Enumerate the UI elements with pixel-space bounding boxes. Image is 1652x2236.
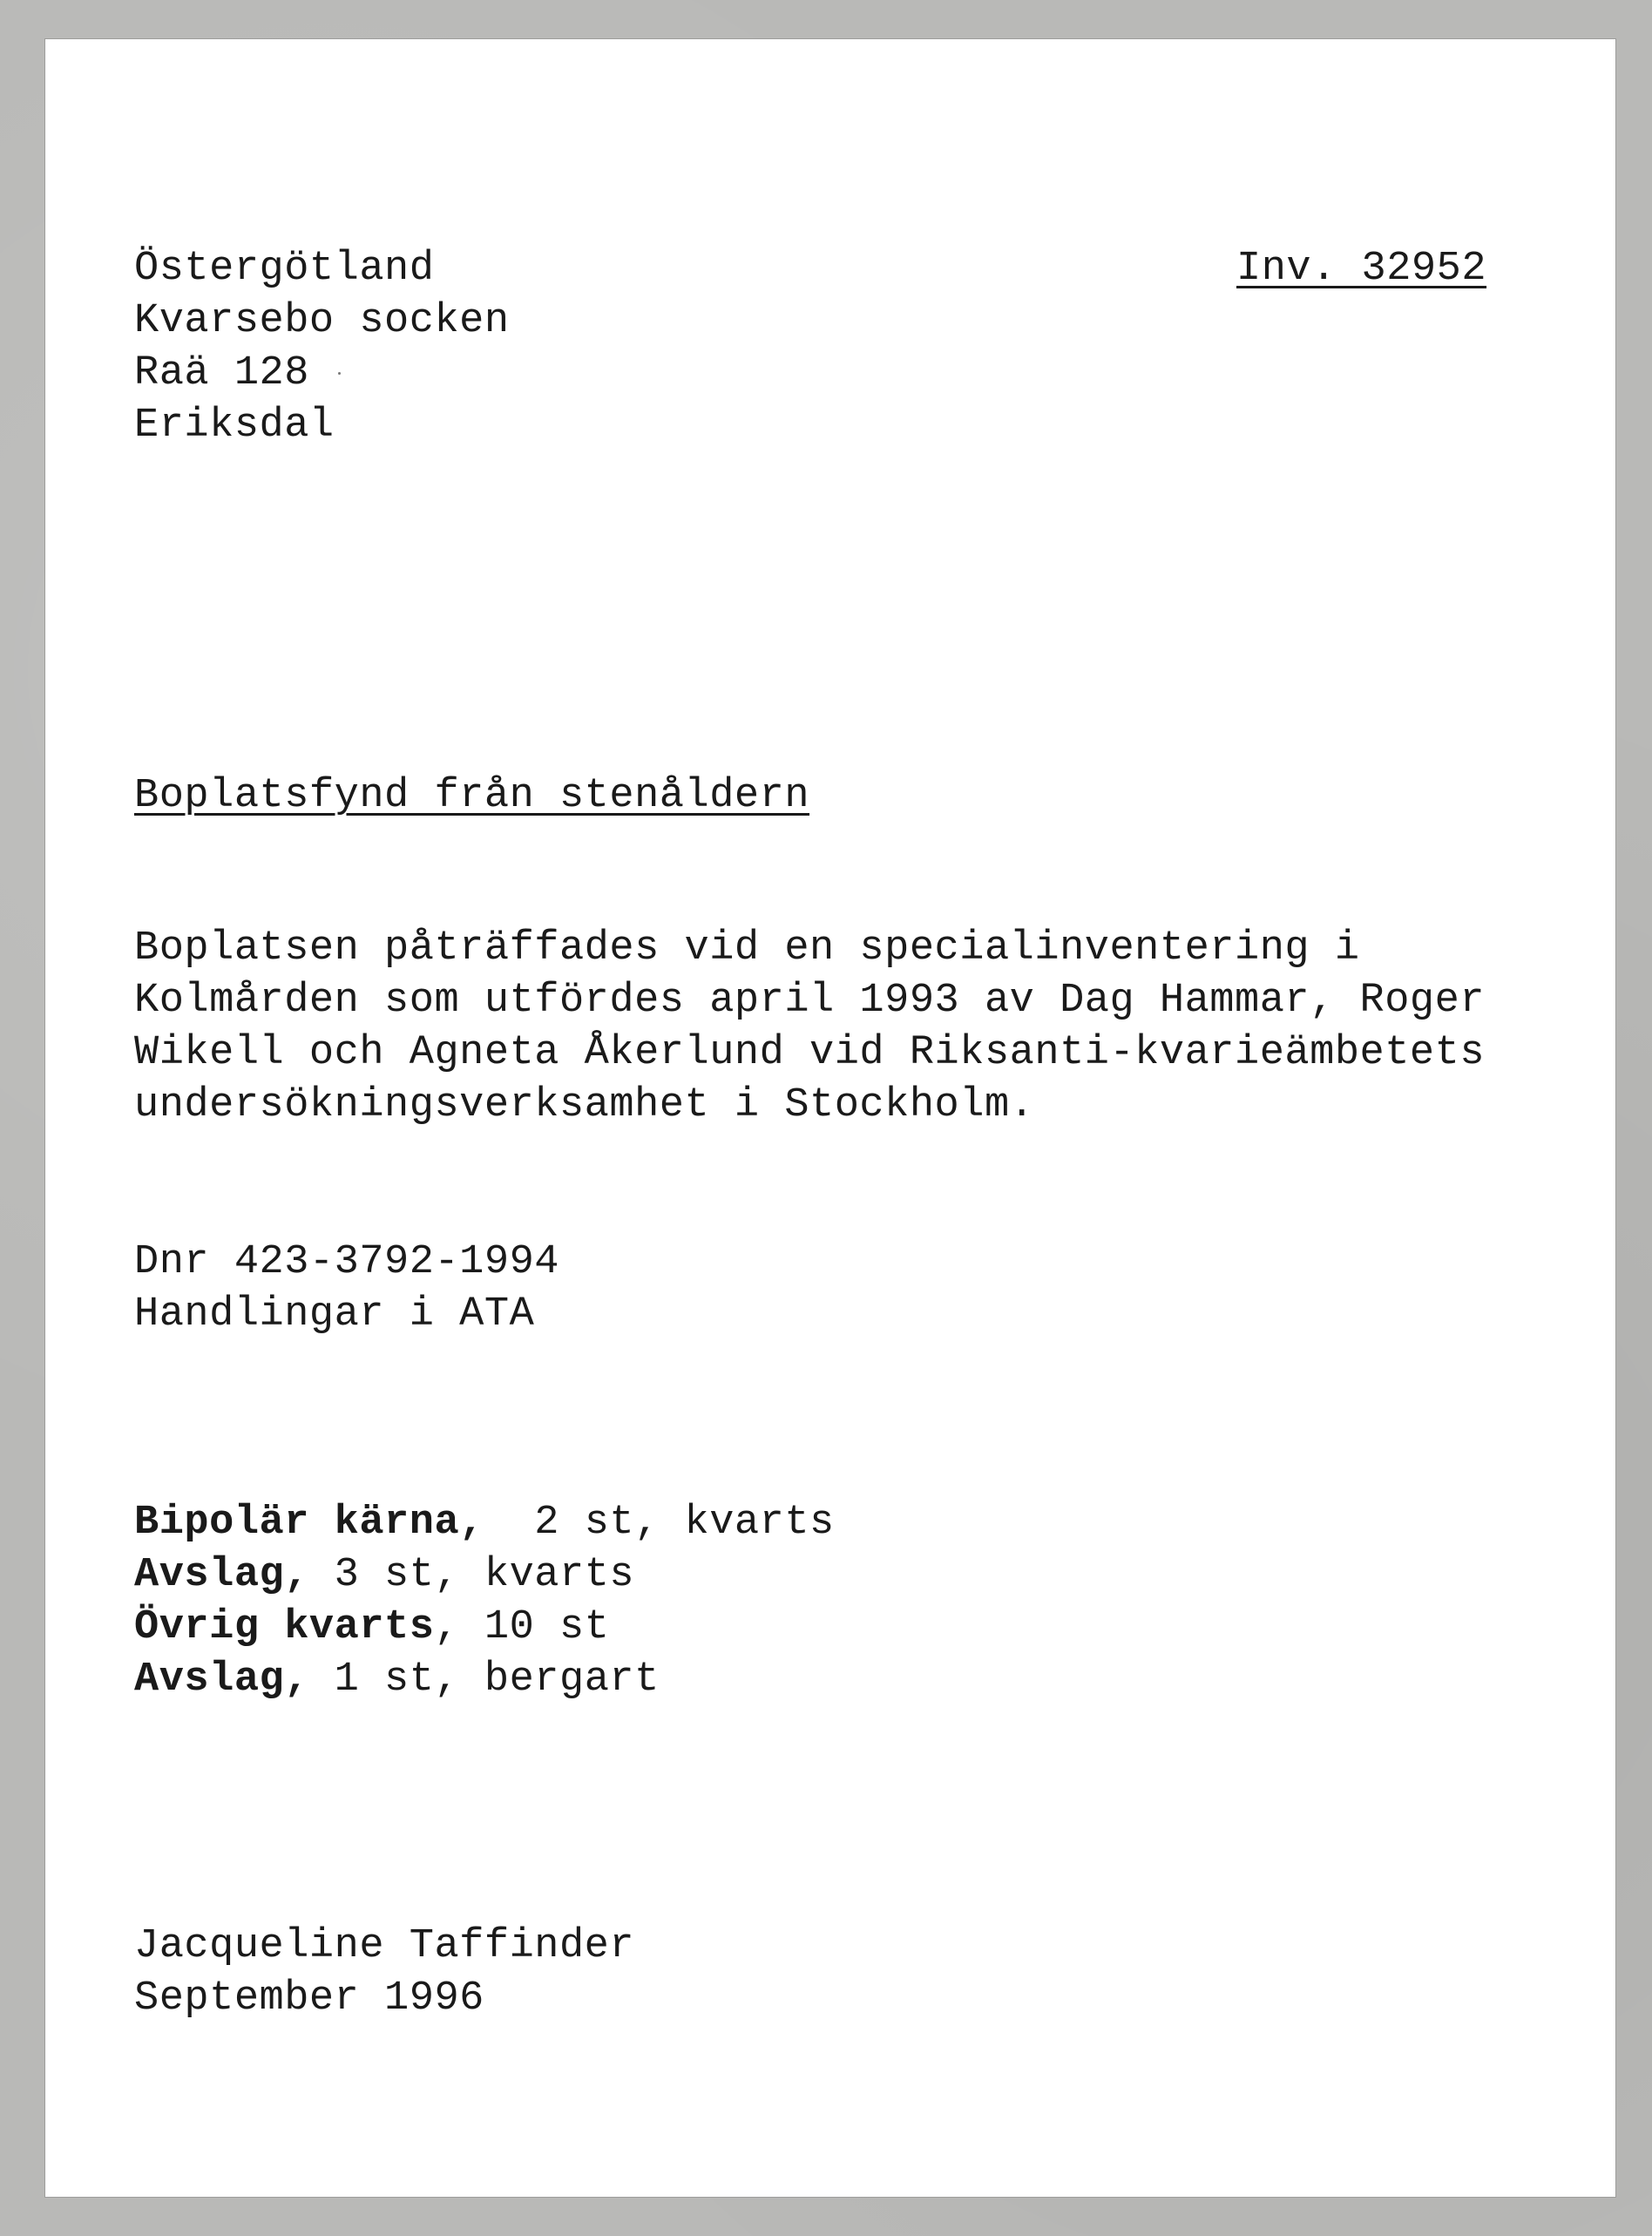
location-site: Eriksdal [134,403,335,449]
document-date: September 1996 [134,1975,484,2022]
find-details: 1 st, bergart [308,1657,660,1703]
paper-speck [338,372,341,375]
location-raa: Raä 128 [134,350,309,396]
location-parish: Kvarsebo socken [134,298,510,344]
find-item [134,1497,835,1549]
body-line-3: Wikell och Agneta Åkerlund vid Riksanti-kvarieämbetets [134,1030,1486,1076]
author-name: Jacqueline Taffinder [134,1923,635,1969]
find-name: Avslag, [134,1657,309,1703]
body-line-4: undersökningsverksamhet i Stockholm. [134,1082,1035,1128]
body-line-2: Kolmården som utfördes april 1993 av Dag Hammar, Roger [134,978,1486,1024]
find-item [134,1549,634,1602]
location-county: Östergötland [134,246,435,292]
find-details: 2 st, kvarts [484,1500,835,1546]
find-details: , 10 st [434,1604,610,1650]
archive-reference: Handlingar i ATA [134,1291,535,1338]
find-details: 3 st, kvarts [308,1552,635,1598]
body-line-1: Boplatsen påträffades vid en specialinventering i [134,925,1360,972]
find-item [134,1654,660,1706]
document-sheet [45,39,1615,2197]
find-name: Avslag, [134,1552,309,1598]
find-name: Bipolär kärna, [134,1500,484,1546]
inventory-number: Inv. 32952 [1236,246,1487,292]
find-name: Övrig kvarts [134,1604,435,1650]
document-title: Boplatsfynd från stenåldern [134,773,810,819]
find-item [134,1602,609,1654]
dnr-reference: Dnr 423-3792-1994 [134,1239,559,1285]
